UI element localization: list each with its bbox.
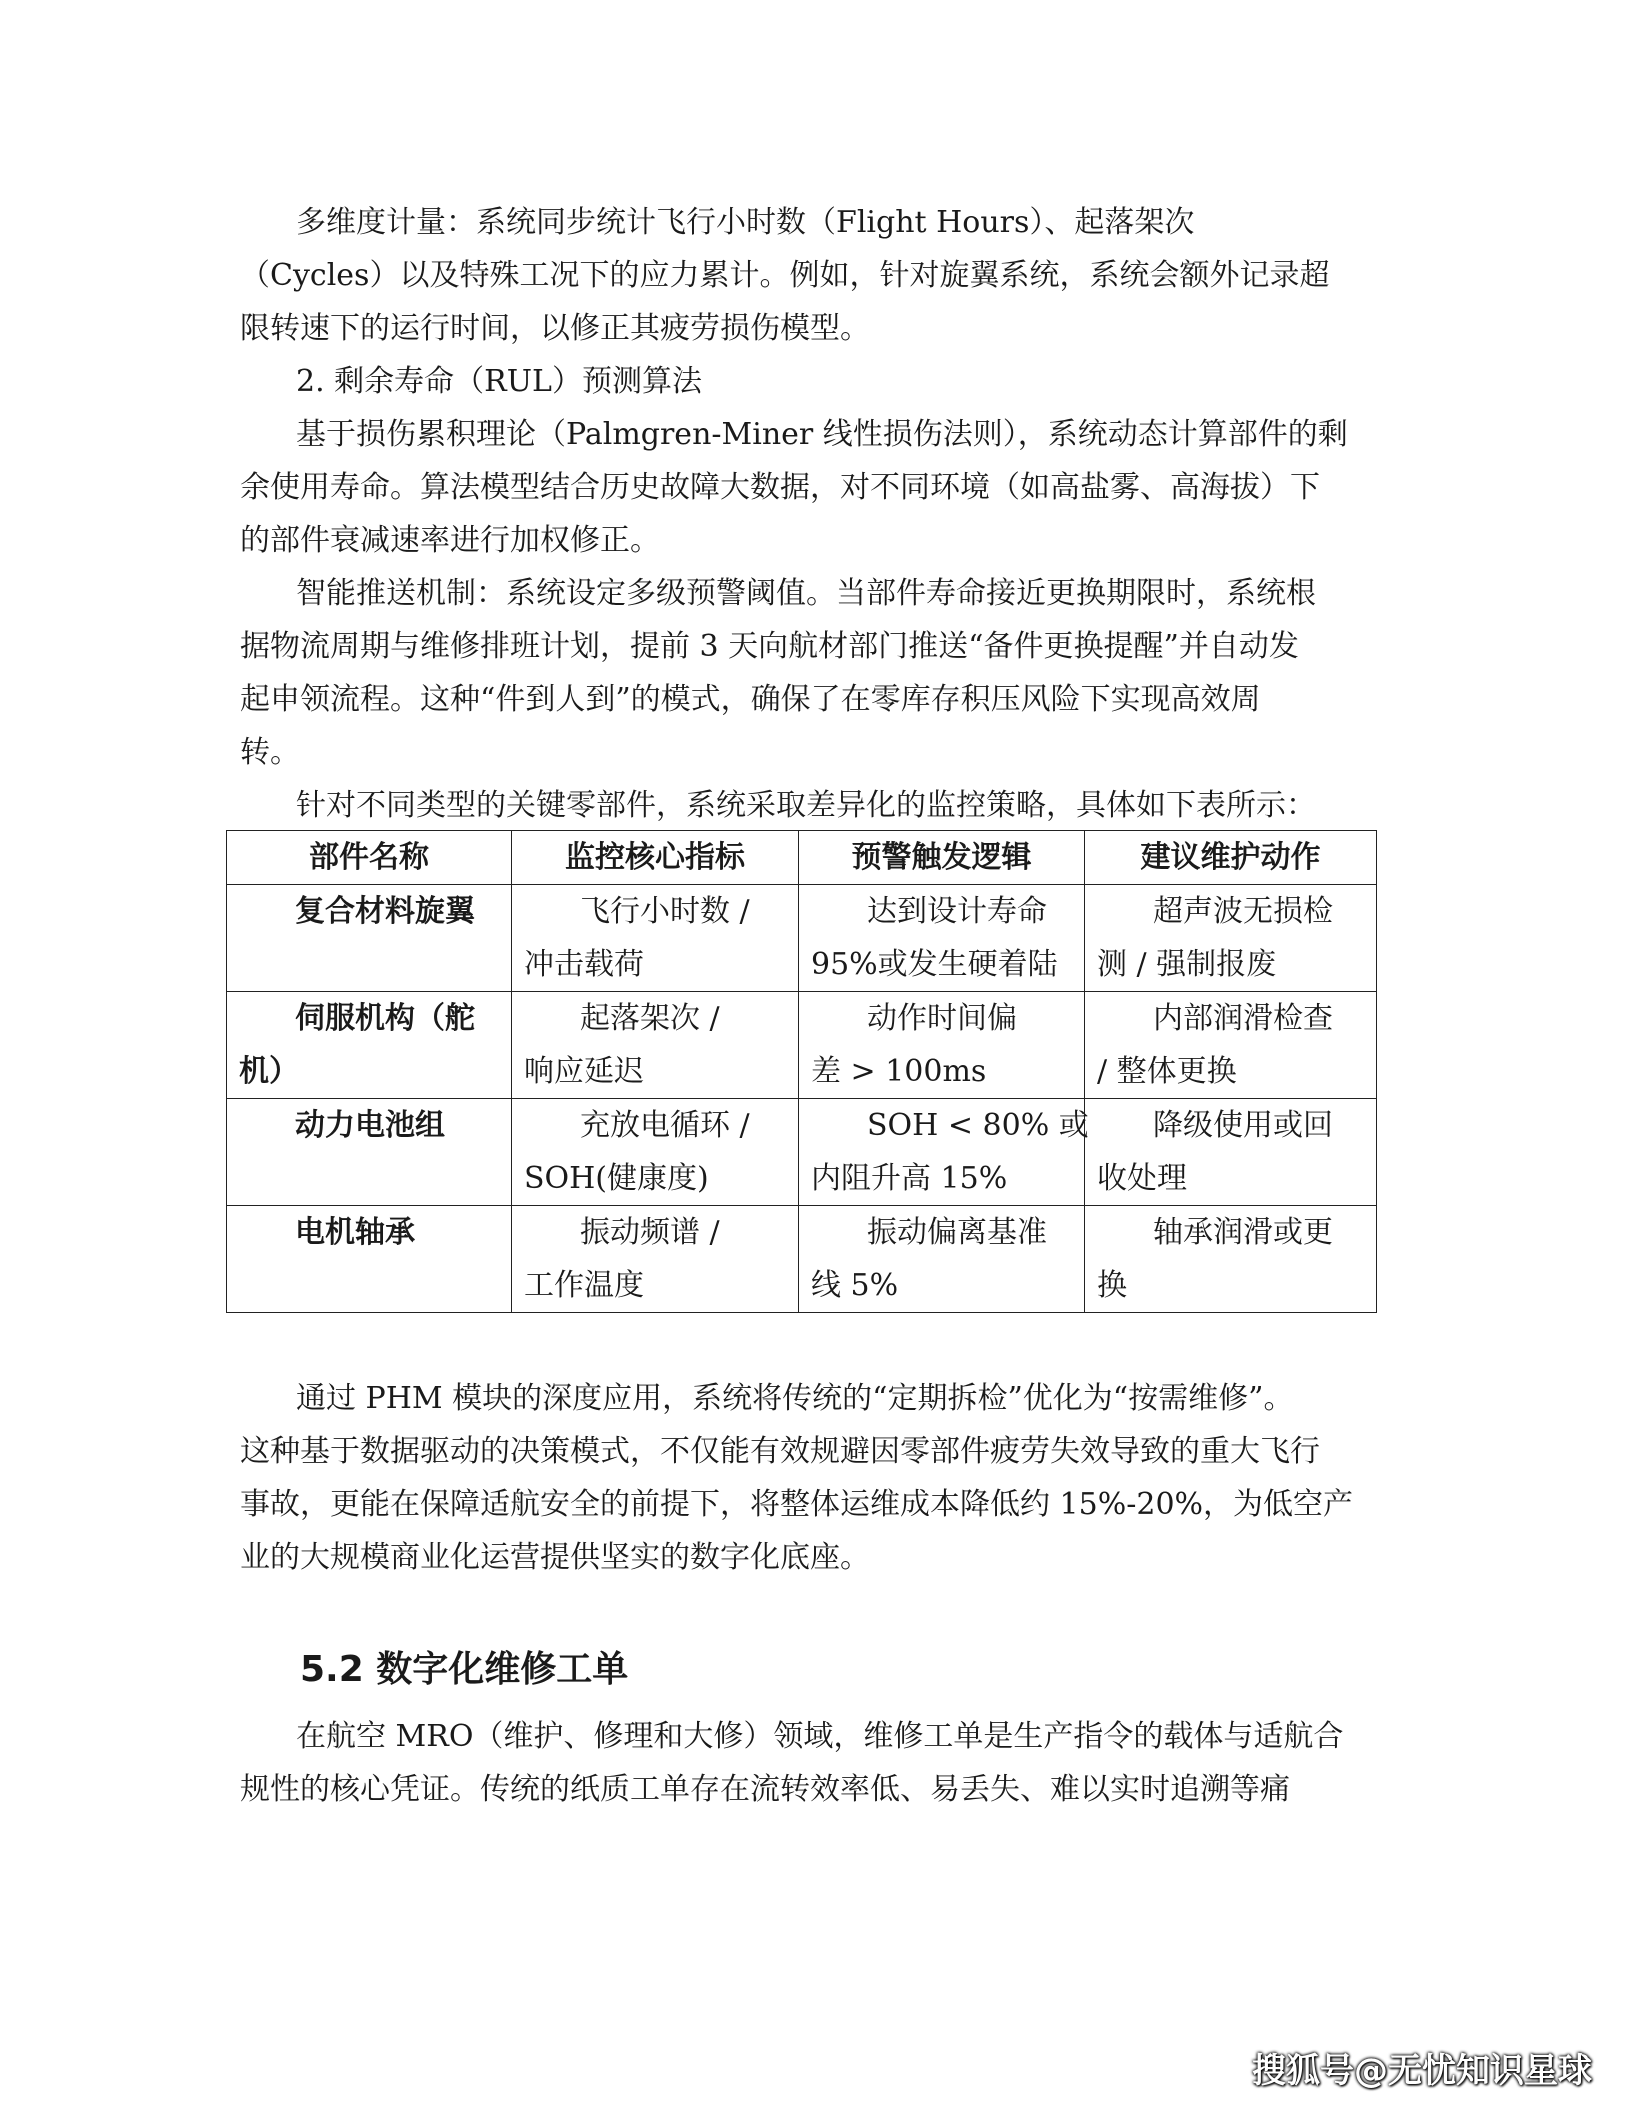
table-row: [227, 1206, 1377, 1313]
text-line: 通过 PHM 模块的深度应用，系统将传统的“定期拆检”优化为“按需维修”。: [296, 1381, 1294, 1416]
cell-part-name: 动力电池组: [227, 1099, 512, 1206]
paragraph-mro: [240, 1710, 1380, 1816]
cell-part-name: 复合材料旋翼: [227, 885, 512, 992]
text-line: （Cycles）以及特殊工况下的应力累计。例如，针对旋翼系统，系统会额外记录超: [240, 258, 1330, 293]
text-line: 余使用寿命。算法模型结合历史故障大数据，对不同环境（如高盐雾、高海拔）下: [240, 470, 1320, 505]
table-row: [227, 992, 1377, 1099]
cell-logic: 动作时间偏 差 > 100ms: [799, 992, 1085, 1099]
text-line: 多维度计量：系统同步统计飞行小时数（Flight Hours）、起落架次: [296, 205, 1195, 240]
cell-logic: SOH < 80% 或 内阻升高 15%: [799, 1099, 1085, 1206]
paragraph-table-intro: [240, 779, 1380, 832]
text-line: 2. 剩余寿命（RUL）预测算法: [296, 364, 702, 399]
cell-action: 轴承润滑或更 换: [1085, 1206, 1377, 1313]
table-row: [227, 885, 1377, 992]
cell-part-name: 电机轴承: [227, 1206, 512, 1313]
text-line: 基于损伤累积理论（Palmgren-Miner 线性损伤法则），系统动态计算部件的剩: [296, 417, 1348, 452]
text-line: 据物流周期与维修排班计划，提前 3 天向航材部门推送“备件更换提醒”并自动发: [240, 629, 1299, 664]
subheading-rul: [240, 355, 1380, 408]
paragraph-rul: [240, 408, 1380, 567]
cell-metric: 飞行小时数 / 冲击载荷: [512, 885, 799, 992]
text-line: 转。: [240, 735, 300, 770]
paragraph-push: [240, 567, 1380, 779]
paragraph-phm-summary: [240, 1372, 1380, 1584]
cell-action: 超声波无损检 测 / 强制报废: [1085, 885, 1377, 992]
text-line: 在航空 MRO（维护、修理和大修）领域，维修工单是生产指令的载体与适航合: [296, 1719, 1344, 1754]
cell-metric: 起落架次 / 响应延迟: [512, 992, 799, 1099]
section-heading: 5.2 数字化维修工单: [300, 1649, 629, 1690]
cell-logic: 振动偏离基准 线 5%: [799, 1206, 1085, 1313]
paragraph-metering: [240, 196, 1380, 355]
table-header-row: [227, 831, 1377, 885]
text-line: 针对不同类型的关键零部件，系统采取差异化的监控策略，具体如下表所示：: [296, 788, 1316, 823]
text-line: 智能推送机制：系统设定多级预警阈值。当部件寿命接近更换期限时，系统根: [296, 576, 1316, 611]
text-line: 的部件衰减速率进行加权修正。: [240, 523, 660, 558]
table-row: [227, 1099, 1377, 1206]
cell-action: 内部润滑检查 / 整体更换: [1085, 992, 1377, 1099]
text-line: 起申领流程。这种“件到人到”的模式，确保了在零库存积压风险下实现高效周: [240, 682, 1261, 717]
cell-logic: 达到设计寿命 95%或发生硬着陆: [799, 885, 1085, 992]
text-line: 这种基于数据驱动的决策模式，不仅能有效规避因零部件疲劳失效导致的重大飞行: [240, 1434, 1320, 1469]
text-line: 限转速下的运行时间，以修正其疲劳损伤模型。: [240, 311, 870, 346]
monitoring-table: [226, 830, 1376, 1313]
text-line: 业的大规模商业化运营提供坚实的数字化底座。: [240, 1540, 870, 1575]
header-alert-logic: 预警触发逻辑: [799, 831, 1085, 885]
text-line: 规性的核心凭证。传统的纸质工单存在流转效率低、易丢失、难以实时追溯等痛: [240, 1772, 1290, 1807]
header-core-metric: 监控核心指标: [512, 831, 799, 885]
header-maintenance-action: 建议维护动作: [1085, 831, 1377, 885]
cell-part-name: 伺服机构（舵 机）: [227, 992, 512, 1099]
cell-metric: 充放电循环 / SOH(健康度): [512, 1099, 799, 1206]
watermark: 搜狐号@无忧知识星球: [1252, 2051, 1592, 2091]
cell-metric: 振动频谱 / 工作温度: [512, 1206, 799, 1313]
cell-action: 降级使用或回 收处理: [1085, 1099, 1377, 1206]
text-line: 事故，更能在保障适航安全的前提下，将整体运维成本降低约 15%-20%，为低空产: [240, 1487, 1354, 1522]
header-part-name: 部件名称: [227, 831, 512, 885]
